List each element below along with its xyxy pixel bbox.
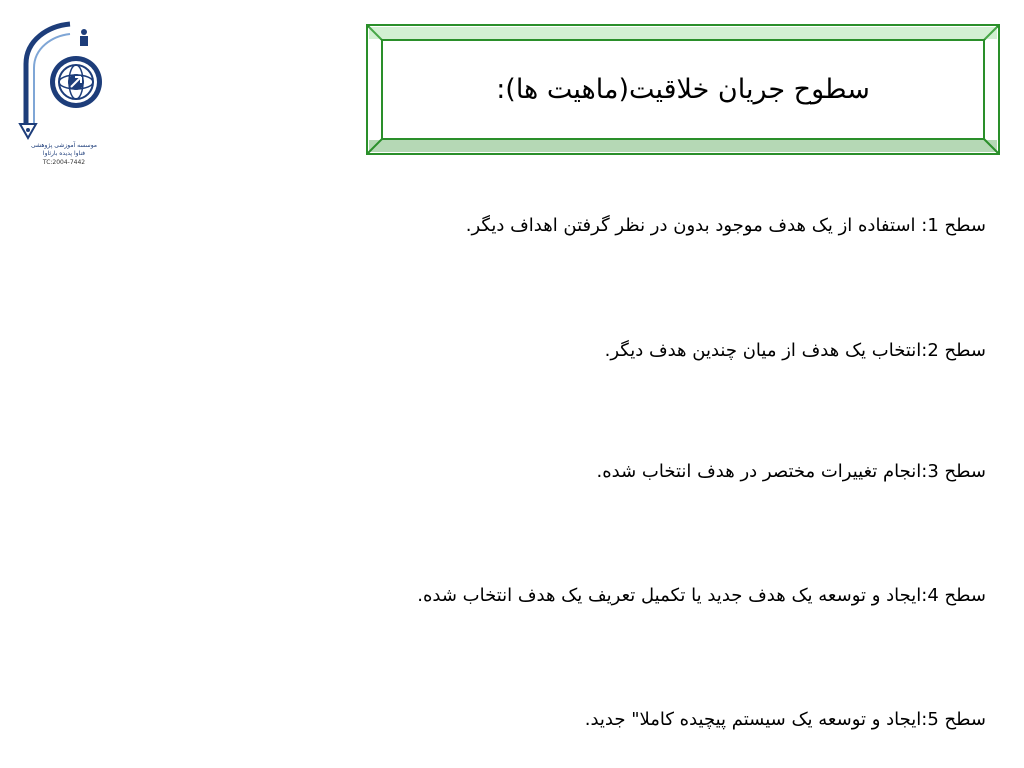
level-4-text: سطح 4:ایجاد و توسعه یک هدف جدید یا تکمیل تعریف یک هدف انتخاب شده.: [417, 585, 986, 606]
level-3-text: سطح 3:انجام تغییرات مختصر در هدف انتخاب شده.: [596, 461, 986, 482]
level-2-text: سطح 2:انتخاب یک هدف از میان چندین هدف دیگر.: [604, 340, 986, 361]
level-1-text: سطح 1: استفاده از یک هدف موجود بدون در نظر گرفتن اهداف دیگر.: [465, 215, 986, 236]
logo-name-line1: موسسه آموزشی پژوهشی: [30, 142, 98, 149]
logo-name-line2: فناوا پدیده بارثاوا: [42, 150, 86, 157]
level-5-text: سطح 5:ایجاد و توسعه یک سیستم پیچیده کاملا" جدید.: [584, 709, 986, 730]
logo-code: TC:2004-7442: [42, 159, 86, 166]
page-title: سطوح جریان خلاقیت(ماهیت ها):: [496, 73, 870, 105]
institute-logo-icon: [8, 18, 120, 142]
institute-logo: [8, 18, 120, 166]
